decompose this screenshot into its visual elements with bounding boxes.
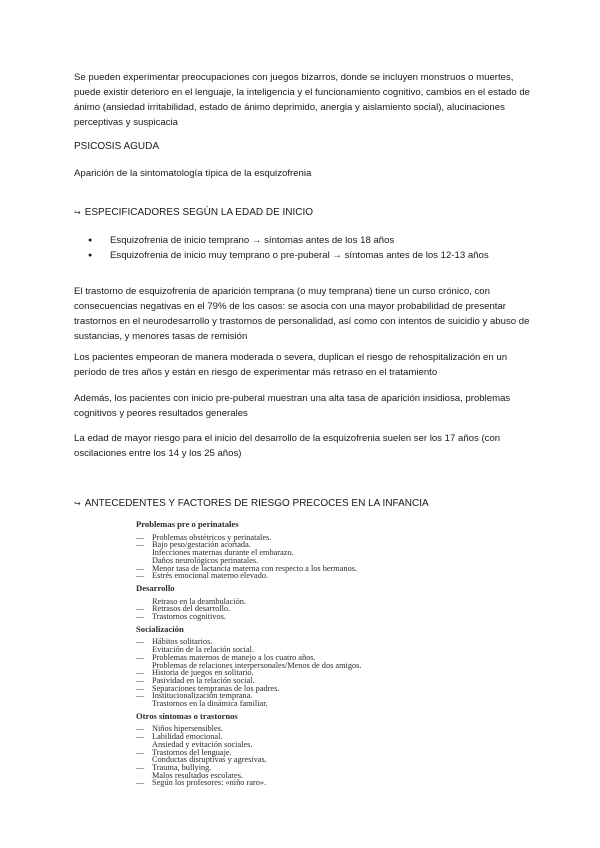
psicosis-aguda-text: Aparición de la sintomatología típica de la esquizofrenia xyxy=(74,168,312,179)
row-text: Bajo peso/gestación acortada. xyxy=(152,540,251,550)
specifiers-list xyxy=(88,233,489,263)
paragraph-rehospitalization: Los pacientes empeoran de manera moderada o severa, duplican el riesgo de rehospitalización en un período de tres años y están en riesgo de experimentar más retraso en el tratamiento xyxy=(74,352,508,378)
row-text: Ansiedad y evitación sociales. xyxy=(152,739,253,749)
row-dash: — xyxy=(136,652,145,662)
table-row xyxy=(136,700,426,708)
row-text: Malos resultados escolares. xyxy=(152,770,244,780)
risk-factors-table xyxy=(136,521,426,787)
paragraph-course: El trastorno de esquizofrenia de aparición temprana (o muy temprana) tiene un curso crónico, con consecuencias negativas en el 79% de los casos: se asocia con una mayor probabilidad de presentar trastornos en el neurodesarrollo y trastornos de personalidad, así como con intentos de suicidio y abuso de sustancias, y menores tasas de remisión xyxy=(74,286,530,342)
row-text: Infecciones maternas durante el embarazo. xyxy=(152,548,294,558)
row-text: Historia de juegos en solitario. xyxy=(152,668,254,678)
row-text: Retraso en la deambulación. xyxy=(152,596,246,606)
row-dash: — xyxy=(136,604,145,614)
row-text: Estrés emocional materno elevado. xyxy=(152,571,269,581)
row-dash: — xyxy=(136,732,145,742)
row-text: Evitación de la relación social. xyxy=(152,645,255,655)
table-section-title: Socialización xyxy=(136,623,184,634)
row-text: Problemas de relaciones interpersonales/Menos de dos amigos. xyxy=(152,660,362,670)
specifiers-heading xyxy=(74,207,313,218)
specifiers-heading-text: ESPECIFICADORES SEGÚN LA EDAD DE INICIO xyxy=(84,207,314,218)
row-text: Niños hipersensibles. xyxy=(152,724,223,734)
row-text: Trastornos del lenguaje. xyxy=(152,747,232,757)
table-section-title: Desarrollo xyxy=(136,582,175,593)
row-dash: — xyxy=(136,532,145,542)
row-text: Daños neurológicos perinatales. xyxy=(152,555,259,565)
row-text: Separaciones tempranas de los padres. xyxy=(152,683,280,693)
row-text: Trastornos cognitivos. xyxy=(152,612,226,622)
row-dash: — xyxy=(136,540,145,550)
specifier-item: ● Esquizofrenia de inicio temprano → síntomas antes de los 18 años xyxy=(88,233,489,248)
paragraph-risk-age: La edad de mayor riesgo para el inicio del desarrollo de la esquizofrenia suelen ser los 17 años (con oscilaciones entre los 14 y los 25 años) xyxy=(74,433,501,459)
row-text: Problemas obstétricos y perinatales. xyxy=(152,532,272,542)
row-text: Institucionalización temprana. xyxy=(152,691,253,701)
row-text: Hábitos solitarios. xyxy=(152,637,213,647)
row-dash: — xyxy=(136,612,145,622)
row-text: Retrasos del desarrollo. xyxy=(152,604,231,614)
row-dash: — xyxy=(136,691,145,701)
row-dash: — xyxy=(136,571,145,581)
row-text: Trauma, bullying. xyxy=(152,762,212,772)
row-text: Pasividad en la relación social. xyxy=(152,675,255,685)
return-arrow-icon: ↪ xyxy=(74,499,81,508)
row-dash: — xyxy=(136,637,145,647)
table-row xyxy=(136,572,426,580)
row-text: Problemas maternos de manejo a los cuatro años. xyxy=(152,652,316,662)
table-row xyxy=(136,613,426,621)
row-text: Según los profesores: «niño raro». xyxy=(152,778,267,788)
row-dash: — xyxy=(136,724,145,734)
table-row xyxy=(136,779,426,787)
return-arrow-icon: ↪ xyxy=(74,208,81,217)
table-section-title: Problemas pre o perinatales xyxy=(136,519,239,529)
antecedents-heading xyxy=(74,498,429,509)
row-text: Menor tasa de lactancia materna con respecto a los hermanos. xyxy=(152,563,358,573)
row-text: Conductas disruptivas y agresivas. xyxy=(152,755,267,765)
row-dash: — xyxy=(136,683,145,693)
row-dash: — xyxy=(136,762,145,772)
table-section-title: Otros síntomas o trastornos xyxy=(136,710,238,721)
row-dash: — xyxy=(136,563,145,573)
row-dash: — xyxy=(136,778,145,788)
row-dash: — xyxy=(136,747,145,757)
specifier-item: ● Esquizofrenia de inicio muy temprano o pre-puberal → síntomas antes de los 12-13 años xyxy=(88,248,489,263)
antecedents-heading-text: ANTECEDENTES Y FACTORES DE RIESGO PRECOCES EN LA INFANCIA xyxy=(84,498,429,509)
row-dash: — xyxy=(136,675,145,685)
row-text: Trastornos en la dinámica familiar. xyxy=(152,699,268,709)
paragraph-prepuberal: Además, los pacientes con inicio pre-puberal muestran una alta tasa de aparición insidiosa, problemas cognitivos y peores resultados generales xyxy=(74,393,511,419)
row-text: Labilidad emocional. xyxy=(152,732,223,742)
psicosis-aguda-title: PSICOSIS AGUDA xyxy=(74,141,160,152)
row-dash: — xyxy=(136,668,145,678)
intro-paragraph: Se pueden experimentar preocupaciones con juegos bizarros, donde se incluyen monstruos o muertes, puede existir deterioro en el lenguaje, la inteligencia y el funcionamiento cognitivo, cambios en el estado de ánimo (ansiedad irritabilidad, estado de ánimo deprimido, anergia y aislamiento social), alucinaciones perceptivas y suspicacia xyxy=(74,72,530,128)
